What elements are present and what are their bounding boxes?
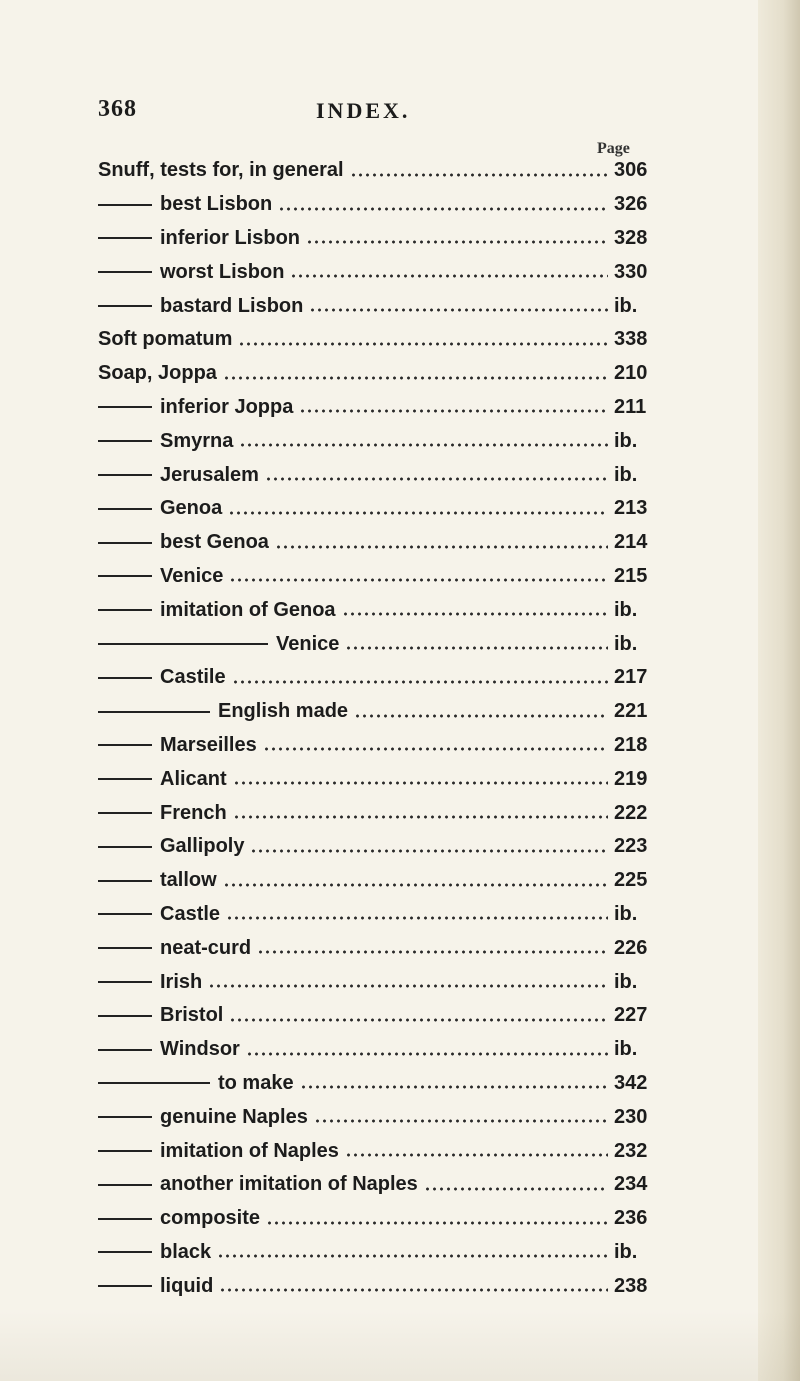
entry-label: French [160,801,227,824]
entry-page-ref: 227 [614,1004,648,1027]
index-entry [98,864,658,898]
index-entry [98,526,658,560]
entry-label: imitation of Naples [160,1139,339,1162]
entry-label: imitation of Genoa [160,598,336,621]
entry-label: Snuff, tests for, in general [98,159,344,182]
dot-leader [217,1254,608,1258]
ditto-dash [98,271,152,273]
index-entry [98,1168,658,1202]
ditto-dash [98,575,152,577]
ditto-dash [98,643,268,645]
entry-label: inferior Joppa [160,395,294,418]
entry-label: Windsor [160,1038,240,1061]
index-entry [98,222,658,256]
entry-label: Alicant [160,767,227,790]
entry-page-ref: 221 [614,700,648,723]
index-entry [98,1033,658,1067]
entry-page-ref: 214 [614,531,648,554]
entry-label: another imitation of Naples [160,1173,418,1196]
index-entry [98,695,658,729]
dot-leader [278,207,608,211]
index-entry [98,458,658,492]
entry-page-ref: 226 [614,936,648,959]
dot-leader [257,950,608,954]
index-entry [98,1134,658,1168]
dot-leader [229,578,608,582]
entry-page-ref: 342 [614,1071,648,1094]
ditto-dash [98,542,152,544]
index-entry [98,1202,658,1236]
dot-leader [232,680,608,684]
ditto-dash [98,406,152,408]
running-title: INDEX. [316,98,411,123]
ditto-dash [98,744,152,746]
entry-label: Marseilles [160,733,257,756]
entry-label: best Genoa [160,531,269,554]
entry-label: liquid [160,1274,214,1297]
dot-leader [306,240,608,244]
index-entries [98,154,658,1303]
dot-leader [208,984,608,988]
ditto-dash [98,474,152,476]
entry-page-ref: 219 [614,767,648,790]
index-entry [98,999,658,1033]
index-entry [98,357,658,391]
dot-leader [246,1052,608,1056]
entry-label: composite [160,1207,261,1230]
entry-label: Venice [276,632,340,655]
entry-label: black [160,1240,212,1263]
ditto-dash [98,778,152,780]
index-entry [98,560,658,594]
entry-page-ref: 236 [614,1207,648,1230]
entry-page-ref: 225 [614,869,648,892]
entry-label: Gallipoly [160,835,245,858]
entry-label: Irish [160,970,203,993]
entry-page-ref: 232 [614,1139,648,1162]
entry-page-ref: ib. [614,294,638,317]
index-entry [98,255,658,289]
entry-label: Bristol [160,1004,224,1027]
entry-label: neat-curd [160,936,252,959]
entry-page-ref: 234 [614,1173,648,1196]
entry-page-ref: 326 [614,193,648,216]
entry-page-ref: 218 [614,733,648,756]
index-entry [98,188,658,222]
index-entry [98,1236,658,1270]
entry-page-ref: ib. [614,1240,638,1263]
dot-leader [345,646,608,650]
ditto-dash [98,1049,152,1051]
index-entry [98,627,658,661]
entry-page-ref: 328 [614,226,648,249]
ditto-dash [98,237,152,239]
ditto-dash [98,204,152,206]
entry-page-ref: ib. [614,1038,638,1061]
index-entry [98,593,658,627]
ditto-dash [98,677,152,679]
entry-label: genuine Naples [160,1105,308,1128]
entry-page-ref: ib. [614,632,638,655]
dot-leader [350,173,608,177]
ditto-dash [98,1150,152,1152]
index-entry [98,898,658,932]
ditto-dash [98,947,152,949]
ditto-dash [98,440,152,442]
entry-page-ref: 217 [614,666,648,689]
index-entry [98,729,658,763]
index-entry [98,391,658,425]
entry-label: bastard Lisbon [160,294,304,317]
entry-label: tallow [160,869,217,892]
dot-leader [226,916,608,920]
index-entry [98,323,658,357]
ditto-dash [98,846,152,848]
entry-label: Jerusalem [160,463,259,486]
entry-page-ref: ib. [614,463,638,486]
dot-leader [300,1085,608,1089]
entry-page-ref: 210 [614,362,648,385]
dot-leader [290,274,608,278]
ditto-dash [98,812,152,814]
index-entry [98,1269,658,1303]
ditto-dash [98,609,152,611]
entry-page-ref: 213 [614,497,648,520]
page-column-heading: Page [597,140,630,157]
entry-label: English made [218,700,349,723]
entry-label: Genoa [160,497,223,520]
entry-page-ref: ib. [614,970,638,993]
entry-label: inferior Lisbon [160,226,300,249]
dot-leader [314,1119,608,1123]
entry-label: Soap, Joppa [98,362,217,385]
page-header [98,96,698,136]
entry-label: best Lisbon [160,193,273,216]
index-entry [98,424,658,458]
entry-page-ref: ib. [614,598,638,621]
entry-page-ref: ib. [614,429,638,452]
entry-label: worst Lisbon [160,260,285,283]
dot-leader [238,342,608,346]
dot-leader [342,612,608,616]
entry-label: Venice [160,564,224,587]
dot-leader [263,747,608,751]
bottom-shadow [0,1311,800,1381]
dot-leader [239,443,608,447]
entry-page-ref: 223 [614,835,648,858]
dot-leader [223,883,608,887]
page-number: 368 [98,96,137,122]
dot-leader [266,1221,608,1225]
ditto-dash [98,1218,152,1220]
entry-label: Soft pomatum [98,328,233,351]
entry-page-ref: ib. [614,902,638,925]
ditto-dash [98,508,152,510]
dot-leader [265,477,608,481]
entry-page-ref: 306 [614,159,648,182]
entry-page-ref: 330 [614,260,648,283]
dot-leader [275,545,608,549]
dot-leader [299,409,608,413]
ditto-dash [98,1184,152,1186]
dot-leader [229,1018,608,1022]
dot-leader [345,1153,608,1157]
ditto-dash [98,1251,152,1253]
ditto-dash [98,880,152,882]
ditto-dash [98,981,152,983]
dot-leader [223,376,608,380]
ditto-dash [98,711,210,713]
entry-label: Castile [160,666,226,689]
index-entry [98,1100,658,1134]
entry-page-ref: 211 [614,395,647,418]
entry-page-ref: 222 [614,801,648,824]
index-entry [98,289,658,323]
index-entry [98,965,658,999]
dot-leader [219,1288,608,1292]
ditto-dash [98,913,152,915]
ditto-dash [98,1015,152,1017]
index-entry [98,762,658,796]
ditto-dash [98,305,152,307]
entry-page-ref: 338 [614,328,648,351]
ditto-dash [98,1116,152,1118]
entry-label: Smyrna [160,429,234,452]
entry-label: to make [218,1071,294,1094]
ditto-dash [98,1285,152,1287]
index-entry [98,796,658,830]
dot-leader [354,714,608,718]
ditto-dash [98,1082,210,1084]
index-entry [98,931,658,965]
dot-leader [233,815,608,819]
entry-label: Castle [160,902,221,925]
dot-leader [228,511,608,515]
index-entry [98,661,658,695]
index-entry [98,154,658,188]
index-entry [98,1067,658,1101]
index-entry [98,830,658,864]
dot-leader [233,781,608,785]
dot-leader [424,1187,608,1191]
entry-page-ref: 230 [614,1105,648,1128]
index-entry [98,492,658,526]
entry-page-ref: 238 [614,1274,648,1297]
page-edge-shadow [758,0,800,1381]
dot-leader [250,849,608,853]
dot-leader [309,308,608,312]
entry-page-ref: 215 [614,564,648,587]
